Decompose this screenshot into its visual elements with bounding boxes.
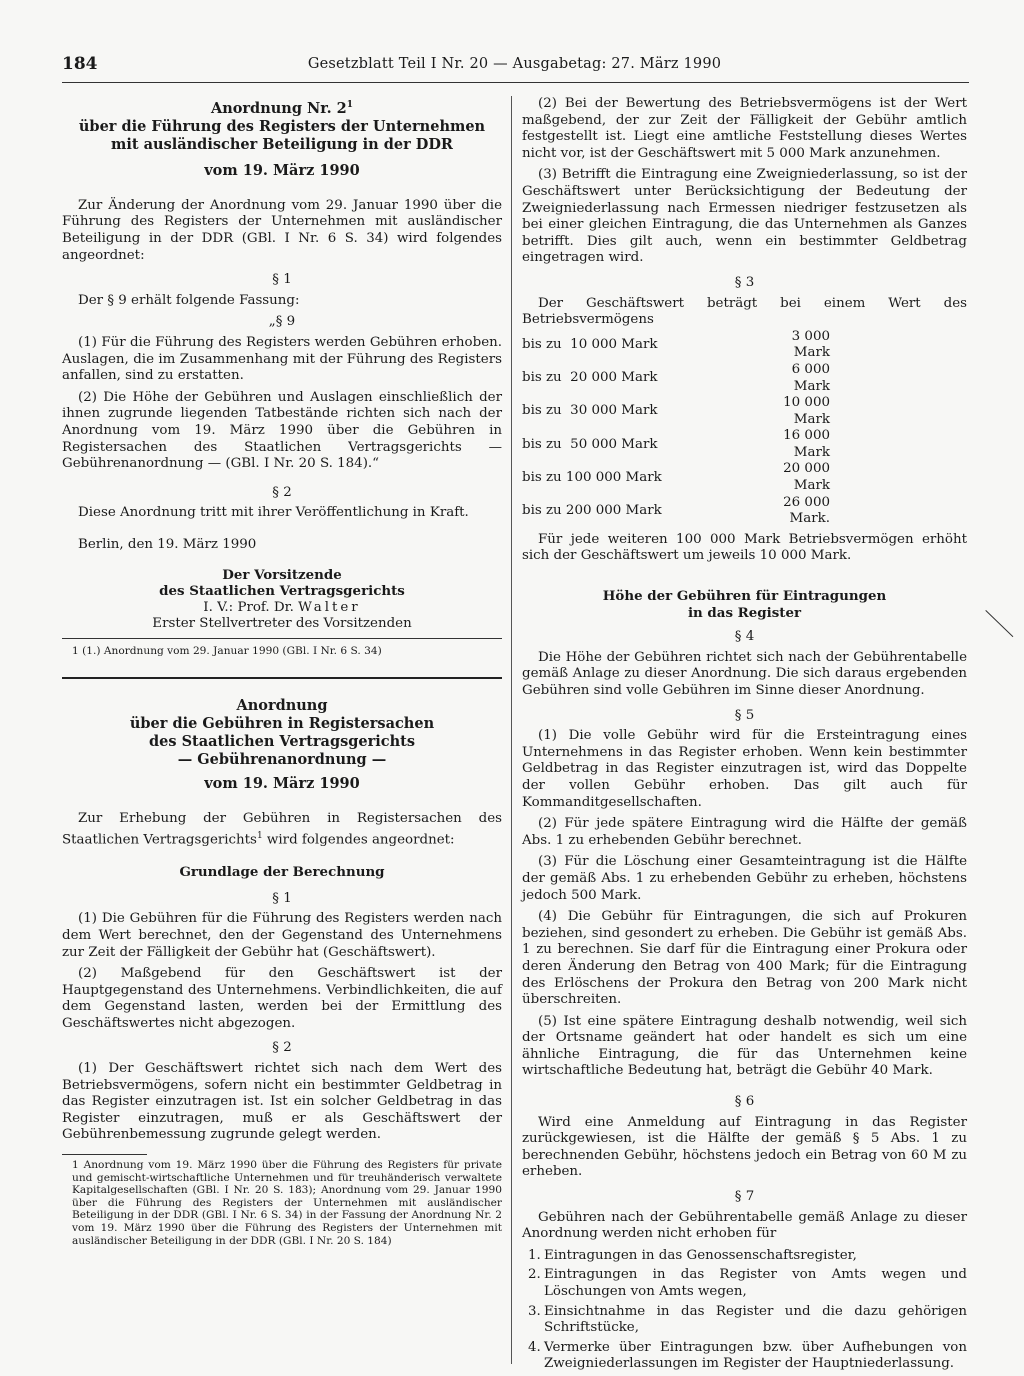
fee-value: 16 000 Mark — [783, 428, 830, 460]
doc1-section-1: § 1 — [272, 272, 292, 288]
fee-value: 20 000 Mark — [783, 461, 830, 494]
header-rule — [62, 82, 969, 83]
doc1-date: vom 19. März 1990 — [204, 161, 360, 179]
doc1-signature-title: Der Vorsitzende — [222, 566, 342, 583]
list-item-number: 3. — [528, 1303, 541, 1319]
exemption-list — [522, 1248, 967, 1373]
fee-range: bis zu 200 000 Mark — [522, 502, 662, 518]
fee-range: bis zu 100 000 Mark — [522, 469, 662, 485]
page-number: 184 — [62, 54, 98, 74]
doc1-title-line2: über die Führung des Registers der Unternehmen — [78, 117, 486, 135]
doc2-footnote: 1 Anordnung vom 19. März 1990 über die Führung des Registers für private und gemischt-wirtschaftliche Unternehmen und für treuhänderisch verwaltete Kapitalgesellschaften (GBl. I Nr. 20 S. 183); Anordnung vom 29. Januar 1990 über die Führung des Registers der Unternehmen mit ausländischer Beteiligung in der DDR (GBl. I Nr. 6 S. 34) in der Fassung der Anordnung Nr. 2 vom 19. März 1990 über die Führung des Registers der Unternehmen mit ausländischer Beteiligung in der DDR (GBl. I Nr. 20 S. 184) — [72, 1159, 502, 1247]
doc1-signature-org: des Staatlichen Vertragsgerichts — [159, 583, 405, 600]
list-item-number: 2. — [528, 1267, 541, 1283]
footnote-rule — [62, 638, 502, 639]
doc2-s1-para-2: (2) Maßgebend für den Geschäftswert ist der Hauptgegenstand des Unternehmens. Verbindlichkeiten, die auf dem Gegenstand lasten, werden bei der Ermittlung des Geschäftswertes nicht abgezogen. — [62, 966, 502, 1031]
doc2-section-6: § 6 — [734, 1094, 755, 1110]
fee-table-row — [522, 395, 830, 428]
margin-mark — [985, 610, 1013, 637]
fee-value: 10 000 Mark — [783, 395, 830, 427]
page-header — [62, 50, 967, 76]
list-item-text: Eintragungen in das Genossenschaftsregister, — [544, 1247, 857, 1263]
fee-table — [522, 329, 830, 528]
list-item — [522, 1304, 967, 1337]
doc2-section-2: § 2 — [272, 1040, 292, 1056]
fee-value: 6 000 Mark — [791, 361, 830, 394]
doc2-s2-para-3: (3) Betrifft die Eintragung eine Zweigniederlassung, so ist der Geschäftswert unter Berücksichtigung der Bedeutung der Zweigniederlassung nach Ermessen niedriger festzusetzen als bei einer gleichen Eintragung, die das Unternehmen als Ganzes betrifft. Dies gilt auch, wenn ein bestimmter Geldbetrag eingetragen wird. — [522, 167, 967, 266]
document-separator — [62, 677, 502, 679]
doc2-title-line3: des Staatlichen Vertragsgerichts — [149, 733, 415, 751]
doc1-title-line3: mit ausländischer Beteiligung in der DDR — [111, 135, 453, 153]
footnote-rule-2 — [62, 1154, 147, 1155]
list-item-text: Vermerke über Eintragungen bzw. über Aufhebungen von Zweigniederlassungen im Register der Hauptniederlassung. — [544, 1339, 967, 1372]
doc1-section-9: „§ 9 — [268, 314, 296, 330]
fee-table-row — [522, 428, 830, 461]
doc2-s6-text: Wird eine Anmeldung auf Eintragung in das Register zurückgewiesen, ist die Hälfte der gemäß § 5 Abs. 1 zu berechnenden Gebühr, höchstens jedoch ein Betrag von 60 M zu erheben. — [522, 1114, 967, 1180]
fee-table-row — [522, 461, 830, 494]
list-item-text: Eintragungen in das Register von Amts wegen und Löschungen von Amts wegen, — [544, 1267, 967, 1299]
doc2-heading-fees-line2: in das Register — [687, 604, 802, 621]
doc2-date: vom 19. März 1990 — [204, 775, 360, 793]
doc2-s7-intro: Gebühren nach der Gebührentabelle gemäß Anlage zu dieser Anordnung werden nicht erhoben für — [522, 1209, 967, 1242]
doc1-signature-role: Erster Stellvertreter des Vorsitzenden — [152, 616, 412, 632]
doc1-section-2: § 2 — [272, 484, 292, 500]
doc1-section-1-text: Der § 9 erhält folgende Fassung: — [78, 292, 300, 308]
doc2-s1-para-1: (1) Die Gebühren für die Führung des Registers werden nach dem Wert berechnet, den der Gegenstand des Unternehmens zur Zeit der Fälligkeit der Gebühr hat (Geschäftswert). — [62, 911, 502, 960]
list-item — [522, 1340, 967, 1373]
doc1-s9-para-1: (1) Für die Führung des Registers werden Gebühren erhoben. Auslagen, die im Zusammenhang mit der Führung des Registers anfallen, sind zu erstatten. — [62, 334, 502, 384]
doc2-section-3: § 3 — [734, 274, 755, 290]
doc2-section-4: § 4 — [734, 629, 755, 645]
doc2-s5-para-3: (3) Für die Löschung einer Gesamteintragung ist die Hälfte der gemäß Abs. 1 zu erhebenden Gebühr zu erheben, höchstens jedoch 500 Mark. — [522, 854, 967, 903]
doc2-heading-basis: Grundlage der Berechnung — [179, 864, 385, 881]
doc2-heading-fees: Höhe der Gebühren für Eintragungen — [602, 588, 887, 605]
fee-range: bis zu 50 000 Mark — [522, 436, 658, 452]
fee-range: bis zu 10 000 Mark — [522, 337, 658, 353]
fee-table-row — [522, 362, 830, 395]
doc2-s3-after: Für jede weiteren 100 000 Mark Betriebsvermögen erhöht sich der Geschäftswert um jeweils 10 000 Mark. — [522, 531, 967, 564]
doc2-s5-para-5: (5) Ist eine spätere Eintragung deshalb notwendig, weil sich der Ortsname geändert hat oder handelt es sich um eine ähnliche Eintragung, die für das Unternehmen keine wirtschaftliche Bedeutung hat, beträgt die Gebühr 40 Mark. — [522, 1013, 967, 1079]
list-item-text: Einsichtnahme in das Register und die dazu gehörigen Schriftstücke, — [544, 1303, 967, 1336]
doc2-section-7: § 7 — [734, 1189, 755, 1205]
fee-table-row — [522, 329, 830, 362]
doc2-title-line2: über die Gebühren in Registersachen — [129, 715, 435, 733]
list-item-number: 4. — [528, 1339, 541, 1355]
doc2-s4-text: Die Höhe der Gebühren richtet sich nach der Gebührentabelle gemäß Anlage zu dieser Anordnung. Die sich daraus ergebenden Gebühren sind volle Gebühren im Sinne dieser Anordnung. — [522, 649, 967, 698]
list-item — [522, 1267, 967, 1300]
doc2-s2-para-1: (1) Der Geschäftswert richtet sich nach dem Wert des Betriebsvermögens, sofern nicht ein bestimmter Geldbetrag in das Register einzutragen ist. Ist ein solcher Geldbetrag in das Register einzutragen, muß er als Geschäftswert der Gebührenbemessung zugrunde gelegt werden. — [62, 1061, 502, 1143]
doc2-s3-intro: Der Geschäftswert beträgt bei einem Wert des Betriebsvermögens — [522, 295, 967, 328]
right-column — [522, 96, 967, 1376]
fee-value: 26 000 Mark. — [783, 494, 830, 527]
doc2-intro: Zur Erhebung der Gebühren in Registersachen des Staatlichen Vertragsgerichts$^1$ wird folgendes angeordnet: — [62, 811, 502, 848]
fee-table-row — [522, 495, 830, 528]
fee-value: 3 000 Mark — [791, 328, 830, 361]
doc2-s5-para-4: (4) Die Gebühr für Eintragungen, die sich auf Prokuren beziehen, sind gesondert zu erheben. Die Gebühr ist gemäß Abs. 1 zu berechnen. Sie darf für die Eintragung einer Prokura oder deren Änderung den Betrag von 400 Mark; für die Eintragung des Erlöschens der Prokura den Betrag von 200 Mark nicht überschreiten. — [522, 909, 967, 1008]
doc2-s2-para-2: (2) Bei der Bewertung des Betriebsvermögens ist der Wert maßgebend, der zur Zeit der Fälligkeit der Gebühr amtlich festgestellt ist. Liegt eine amtliche Feststellung dieses Wertes nicht vor, ist der Geschäftswert mit 5 000 Mark anzunehmen. — [522, 96, 967, 161]
doc2-title: Anordnung — [236, 697, 328, 715]
doc1-section-2-text: Diese Anordnung tritt mit ihrer Veröffentlichung in Kraft. — [78, 505, 469, 521]
fee-range: bis zu 20 000 Mark — [522, 370, 658, 386]
doc2-title-line4: — Gebührenanordnung — — [177, 751, 387, 769]
column-divider — [511, 96, 512, 1364]
doc1-place-date: Berlin, den 19. März 1990 — [78, 536, 257, 552]
doc2-s5-para-1: (1) Die volle Gebühr wird für die Ersteintragung eines Unternehmens in das Register erhoben. Wenn kein bestimmter Geldbetrag in das Register einzutragen ist, wird das Doppelte der vollen Gebühr erhoben. Das gilt auch für Kommanditgesellschaften. — [522, 728, 967, 810]
running-title: Gesetzblatt Teil I Nr. 20 — Ausgabetag: 27. März 1990 — [307, 56, 722, 72]
doc1-s9-para-2: (2) Die Höhe der Gebühren und Auslagen einschließlich der ihnen zugrunde liegenden Tatbestände richten sich nach der Anordnung vom 19. März 1990 über die Gebühren in Registersachen des Staatlichen Vertragsgerichts — Gebührenanordnung — (GBl. I Nr. 20 S. 184).“ — [62, 389, 502, 472]
doc2-s5-para-2: (2) Für jede spätere Eintragung wird die Hälfte der gemäß Abs. 1 zu erhebenden Gebühr berechnet. — [522, 816, 967, 848]
doc2-section-5: § 5 — [734, 707, 755, 723]
fee-range: bis zu 30 000 Mark — [522, 403, 658, 419]
left-column — [62, 96, 502, 1252]
doc1-title: Anordnung Nr. $2^1$ — [210, 99, 354, 117]
doc2-section-1: § 1 — [272, 890, 292, 906]
list-item — [522, 1248, 967, 1265]
doc1-signature-name: I. V.: Prof. Dr. Walter — [203, 599, 361, 615]
list-item-number: 1. — [528, 1247, 541, 1263]
doc1-footnote: 1 (1.) Anordnung vom 29. Januar 1990 (GBl. I Nr. 6 S. 34) — [72, 644, 382, 657]
doc1-intro: Zur Änderung der Anordnung vom 29. Januar 1990 über die Führung des Registers der Unternehmen mit ausländischer Beteiligung in der DDR (GBl. I Nr. 6 S. 34) wird folgendes angeordnet: — [62, 197, 502, 263]
